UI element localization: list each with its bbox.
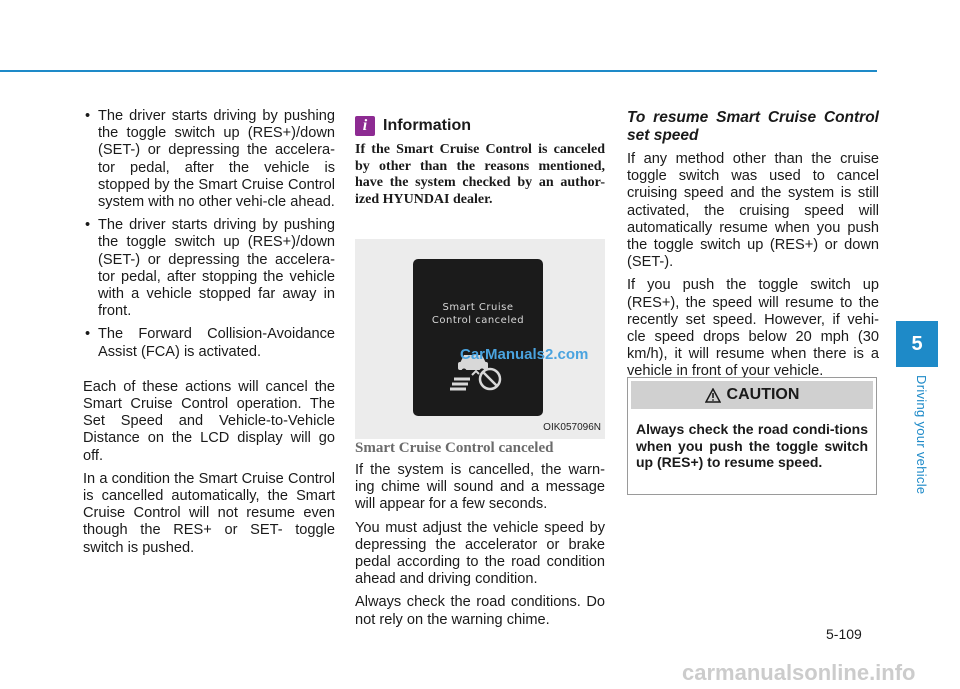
warning-triangle-icon: [705, 388, 721, 403]
body-paragraph: If any method other than the cruise toggle switch was used to cancel cruising speed and the system is still activated, the cruising speed will automatically resume when you push the toggle switch up (RES+) or down (SET-).: [627, 151, 879, 271]
canceled-heading: Smart Cruise Control canceled: [355, 440, 554, 456]
chapter-label: Driving your vehicle: [914, 375, 929, 495]
lcd-message: [413, 301, 543, 327]
resume-heading: To resume Smart Cruise Control set speed: [627, 109, 879, 144]
info-icon: i: [355, 116, 375, 136]
information-title: Information: [383, 117, 471, 135]
lcd-message-line: Smart Cruise: [442, 302, 514, 313]
cancel-conditions-list: [83, 108, 335, 361]
body-paragraph: If the system is cancelled, the warn-ing chime will sound and a message will appear for a few seconds.: [355, 462, 605, 513]
cluster-display-figure: [355, 239, 605, 439]
body-paragraph: Each of these actions will cancel the Smart Cruise Control operation. The Set Speed and Vehicle-to-Vehicle Distance on the LCD display will go off.: [83, 378, 335, 464]
resume-section: [627, 109, 879, 387]
canceled-section: [355, 462, 605, 635]
body-paragraph: You must adjust the vehicle speed by depressing the accelerator or brake pedal according to the road condition ahead and driving condition.: [355, 519, 605, 588]
caution-box: [627, 377, 877, 495]
header-rule: [0, 70, 877, 72]
list-item: • The driver starts driving by pushing the toggle switch up (RES+)/down (SET-) or depressing the accelera-tor pedal, after the vehicle is stopped by the Smart Cruise Control system with no other vehi-cle ahead.: [83, 108, 335, 211]
information-block: [355, 116, 605, 214]
information-text: If the Smart Cruise Control is canceled by other than the reasons mentioned, have the system checked by an author-ized HYUNDAI dealer.: [355, 142, 605, 207]
caution-text: Always check the road condi-tions when you push the toggle switch up (RES+) to resume speed.: [636, 421, 868, 470]
body-paragraph: If you push the toggle switch up (RES+), the speed will resume to the recently set speed. However, if vehi-cle speed drops below 20 mph (30 km/h), it will resume when there is a vehicle in front of your vehicle.: [627, 277, 879, 380]
column-1: [83, 108, 335, 563]
information-header: [355, 116, 605, 136]
lcd-screen: [413, 259, 543, 416]
caution-title: CAUTION: [726, 386, 800, 403]
page-number: 5-109: [826, 626, 862, 642]
body-paragraph: In a condition the Smart Cruise Control is cancelled automatically, the Smart Cruise Control will not resume even though the RES+ or SET- toggle switch is pushed.: [83, 470, 335, 556]
watermark-text: CarManuals2.com: [460, 346, 589, 363]
list-item: • The Forward Collision-Avoidance Assist (FCA) is activated.: [83, 326, 335, 360]
body-paragraph: Always check the road conditions. Do not rely on the warning chime.: [355, 594, 605, 628]
list-item: • The driver starts driving by pushing the toggle switch up (RES+)/down (SET-) or depressing the accelera-tor pedal, after stopping the vehicle with a vehicle stopped far away in front.: [83, 217, 335, 320]
footer-watermark: carmanualsonline.info: [682, 660, 916, 685]
chapter-tab: 5: [896, 321, 938, 367]
lcd-message-line: Control canceled: [431, 315, 525, 326]
figure-code: OIK057096N: [543, 422, 601, 433]
caution-banner: [631, 381, 873, 409]
